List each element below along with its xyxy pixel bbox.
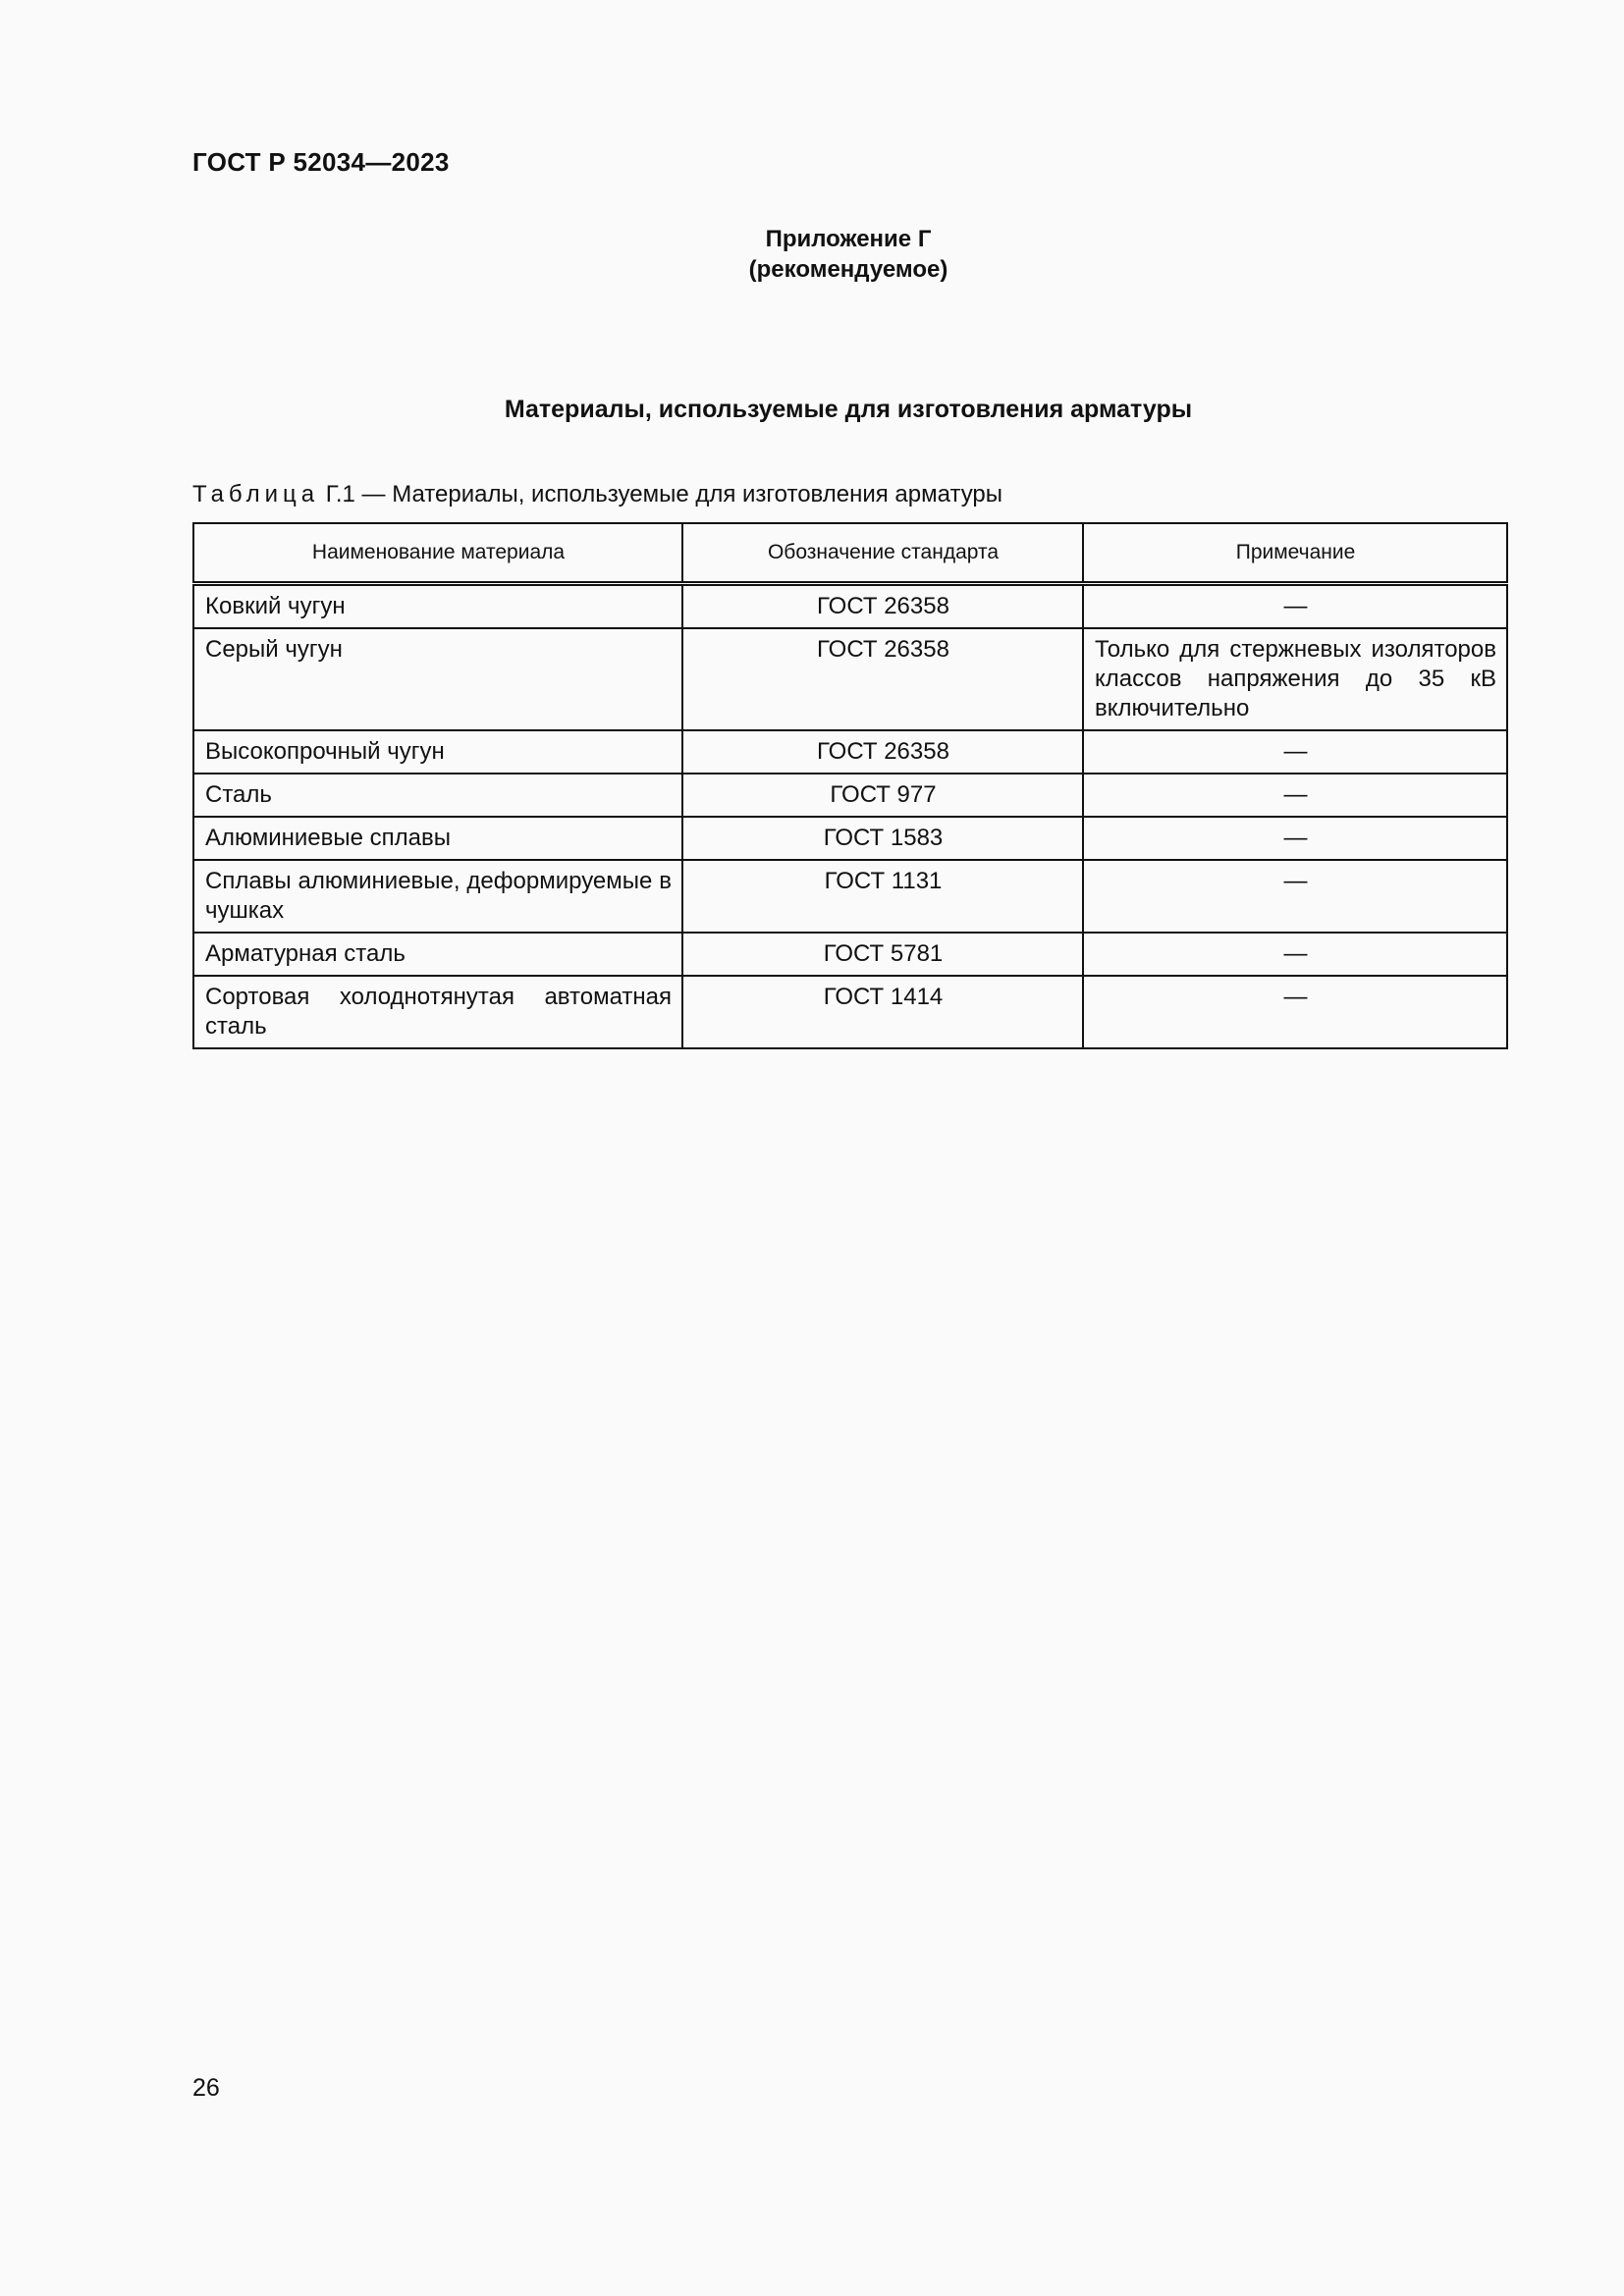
material-cell: Арматурная сталь: [193, 933, 682, 976]
note-cell: —: [1083, 774, 1507, 817]
material-cell: Сплавы алюминиевые, деформируемые в чушках: [193, 860, 682, 933]
table-row: [193, 774, 1507, 817]
table-row: [193, 584, 1507, 629]
appendix-status: (рекомендуемое): [748, 256, 948, 283]
note-cell: —: [1083, 817, 1507, 860]
standard-cell: ГОСТ 26358: [682, 730, 1083, 774]
standard-cell: ГОСТ 1583: [682, 817, 1083, 860]
materials-table: [192, 522, 1508, 1049]
table-row: [193, 860, 1507, 933]
standard-cell: ГОСТ 1414: [682, 976, 1083, 1048]
standard-cell: ГОСТ 1131: [682, 860, 1083, 933]
column-header-standard: Обозначение стандарта: [682, 523, 1083, 584]
standard-cell: ГОСТ 5781: [682, 933, 1083, 976]
note-cell: —: [1083, 933, 1507, 976]
standard-cell: ГОСТ 26358: [682, 628, 1083, 730]
appendix-heading: [192, 224, 1504, 285]
material-cell: Алюминиевые сплавы: [193, 817, 682, 860]
table-row: [193, 730, 1507, 774]
page-number: 26: [192, 2074, 220, 2102]
table-caption: [192, 481, 1002, 508]
table-row: [193, 628, 1507, 730]
section-title: Материалы, используемые для изготовления арматуры: [504, 396, 1193, 423]
table-header-row: [193, 523, 1507, 584]
table-row: [193, 976, 1507, 1048]
material-cell: Высокопрочный чугун: [193, 730, 682, 774]
material-cell: Сталь: [193, 774, 682, 817]
standard-cell: ГОСТ 977: [682, 774, 1083, 817]
note-cell: —: [1083, 976, 1507, 1048]
note-cell: Только для стержневых изоляторов классов напряжения до 35 кВ включительно: [1083, 628, 1507, 730]
table-row: [193, 933, 1507, 976]
appendix-title: Приложение Г: [765, 226, 932, 252]
material-cell: Серый чугун: [193, 628, 682, 730]
table-row: [193, 817, 1507, 860]
column-header-material: Наименование материала: [193, 523, 682, 584]
standard-cell: ГОСТ 26358: [682, 584, 1083, 629]
note-cell: —: [1083, 860, 1507, 933]
table-caption-text: Г.1 — Материалы, используемые для изготовления арматуры: [325, 481, 1003, 507]
material-cell: Сортовая холоднотянутая автоматная сталь: [193, 976, 682, 1048]
column-header-note: Примечание: [1083, 523, 1507, 584]
note-cell: —: [1083, 584, 1507, 629]
material-cell: Ковкий чугун: [193, 584, 682, 629]
note-cell: —: [1083, 730, 1507, 774]
document-header: ГОСТ Р 52034—2023: [192, 147, 450, 177]
table-caption-label: Таблица: [192, 481, 320, 507]
